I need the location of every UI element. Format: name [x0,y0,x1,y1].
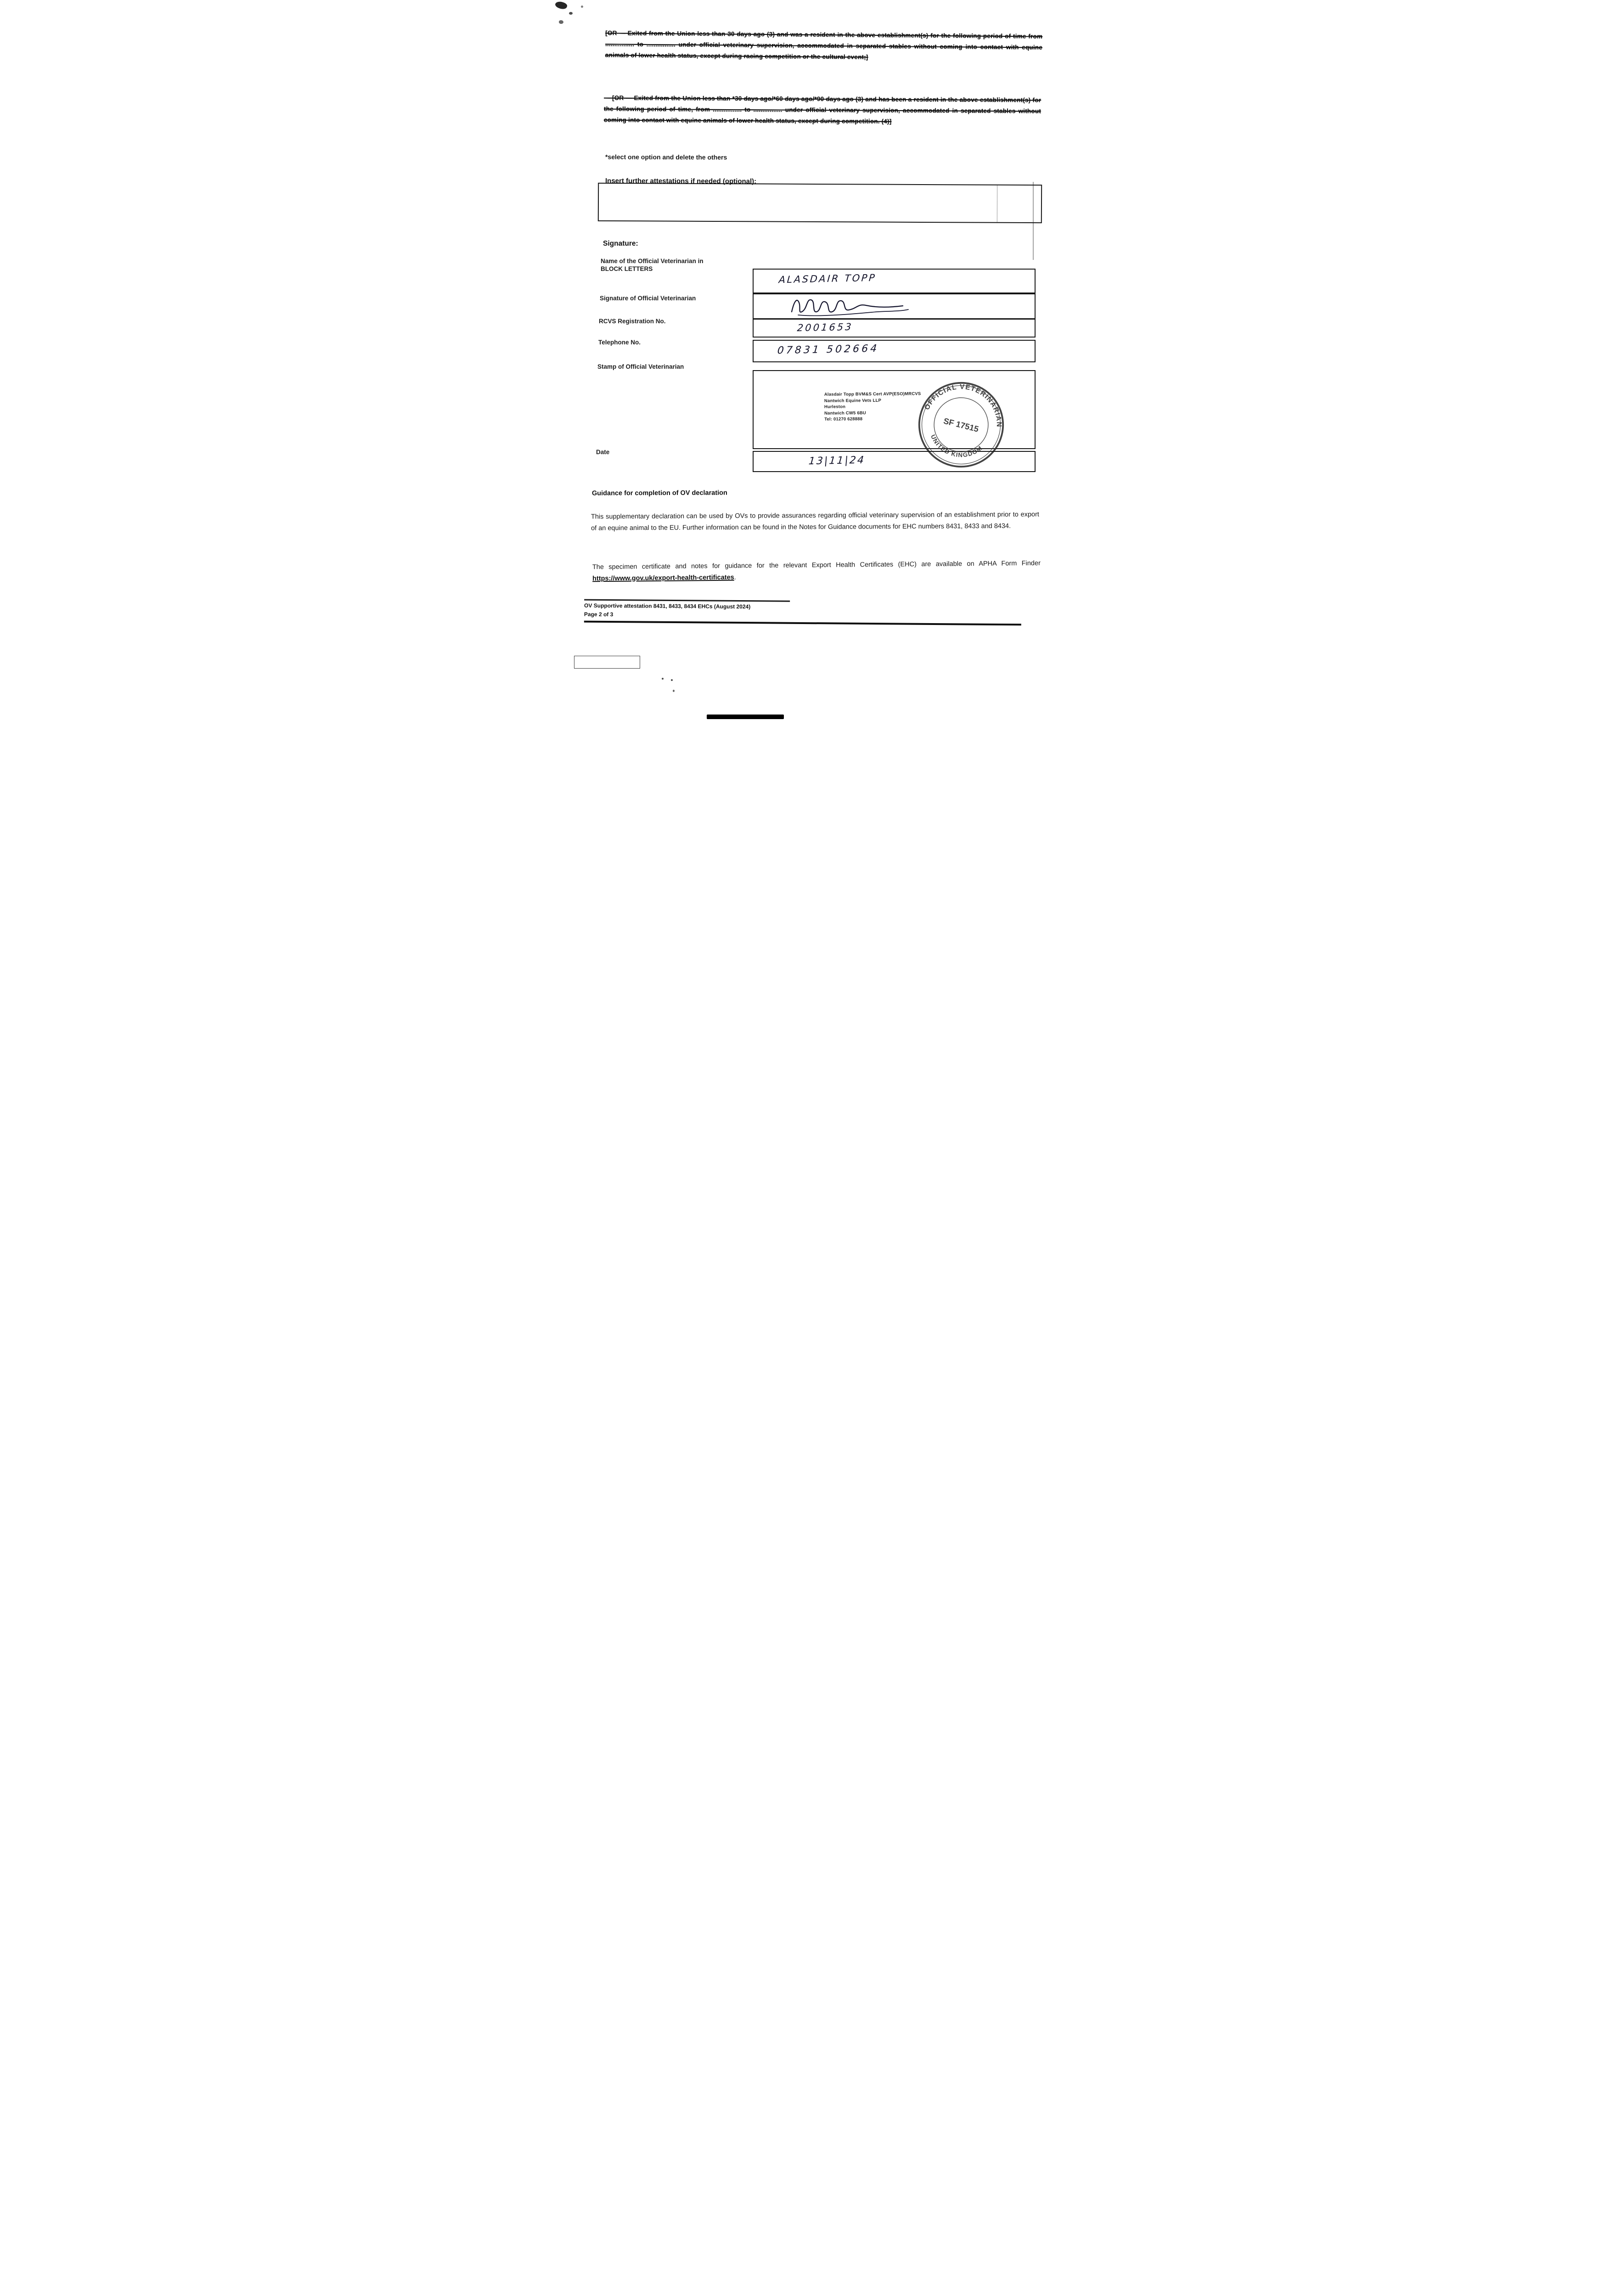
scan-artifact [581,6,583,8]
name-label-line1: Name of the Official Veterinarian in [601,258,704,264]
stamp-address-line: Nantwich CW5 6BU [824,410,866,416]
rcvs-handwritten-value: 2001653 [796,321,854,334]
stamp-address-line: Tel: 01270 628888 [824,416,863,422]
name-handwritten-value: ALASDAIR TOPP [778,272,877,286]
stamp-address-line: Hurleston [824,404,846,410]
struck-option-paragraph-1: [OR — Exited from the Union less than 30 days ago (3) and was a resident in the above establishment(s) for the following period of time from ................ to ................ under official veterinary supervision, accommodated in separated stables without coming into contact with equine animals of lower health status, except during racing competition or the cultural event;] [605,29,1043,61]
signature-label: Signature of Official Veterinarian [600,295,696,302]
seal-top-text: OFFICIAL VETERINARIAN [923,383,1003,428]
rcvs-registration-label: RCVS Registration No. [599,318,666,325]
name-label-line2: BLOCK LETTERS [601,265,653,272]
stamp-address [824,391,921,422]
stamp-address-line: Nantwich Equine Vets LLP [824,398,882,404]
scanned-document-page [552,0,1058,720]
scan-artifact-rectangle [574,656,640,669]
footer-document-title: OV Supportive attestation 8431, 8433, 8434 EHCs (August 2024) [584,602,751,610]
further-attestations-box [598,183,1042,223]
scan-artifact-bar [707,715,784,719]
signature-image [788,294,930,317]
stamp-address-line: Alasdair Topp BVM&S Cert AVP(ESO)MRCVS [824,391,921,397]
guidance-paragraph-2 [592,557,1041,585]
date-handwritten-value: 13|11|24 [808,454,866,467]
telephone-label: Telephone No. [598,339,641,346]
seal-center-text: SF 17515 [942,416,980,434]
rcvs-field-box [753,319,1036,338]
signature-field-box [753,293,1036,319]
footer-rule-bottom [584,620,1021,625]
export-health-certificates-link[interactable]: https://www.gov.uk/export-health-certificates [592,574,734,582]
scan-artifact [996,186,997,222]
scan-artifact [569,12,573,15]
scan-artifact [673,690,675,692]
page-footer [584,599,1025,625]
select-option-note: *select one option and delete the others [605,153,727,161]
guidance-paragraph-2-suffix: . [734,574,736,581]
telephone-field-box [753,340,1036,362]
scan-artifact [559,20,563,24]
date-label: Date [596,449,610,456]
stamp-label: Stamp of Official Veterinarian [597,363,684,370]
guidance-paragraph-1: This supplementary declaration can be used by OVs to provide assurances regarding official veterinary supervision of an establishment prior to export of an equine animal to the EU. Further information can be found in the Notes for Guidance documents for EHC numbers 8431, 8433 and 8434. [591,510,1039,532]
guidance-heading: Guidance for completion of OV declaration [591,489,727,497]
scan-artifact [671,679,673,681]
signature-section-heading: Signature: [603,240,638,248]
name-label [601,257,704,273]
guidance-paragraph-2-text: The specimen certificate and notes for guidance for the relevant Export Health Certificates (EHC) are available on APHA Form Finder [592,559,1041,571]
further-attestations-label: Insert further attestations if needed (optional): [605,177,757,186]
footer-page-number: Page 2 of 3 [584,611,614,618]
name-field-box [753,269,1036,294]
footer-rule-top [584,599,790,602]
struck-option-paragraph-2: — [OR — Exited from the Union less than *30 days ago/*60 days ago/*90 days ago (3) and has been a resident in the above establishment(s) for the following period of time, from ................ to ................ under official veterinary supervision, accommodated in separated stables without coming into contact with equine animals of lower health status, except during competition. (4)] [603,94,1041,125]
scan-artifact [554,0,568,10]
date-field-box [753,451,1036,472]
telephone-handwritten-value: 07831 502664 [777,343,880,357]
scan-artifact [662,678,664,680]
seal-bottom-text: UNITED KINGDOM [929,433,984,459]
